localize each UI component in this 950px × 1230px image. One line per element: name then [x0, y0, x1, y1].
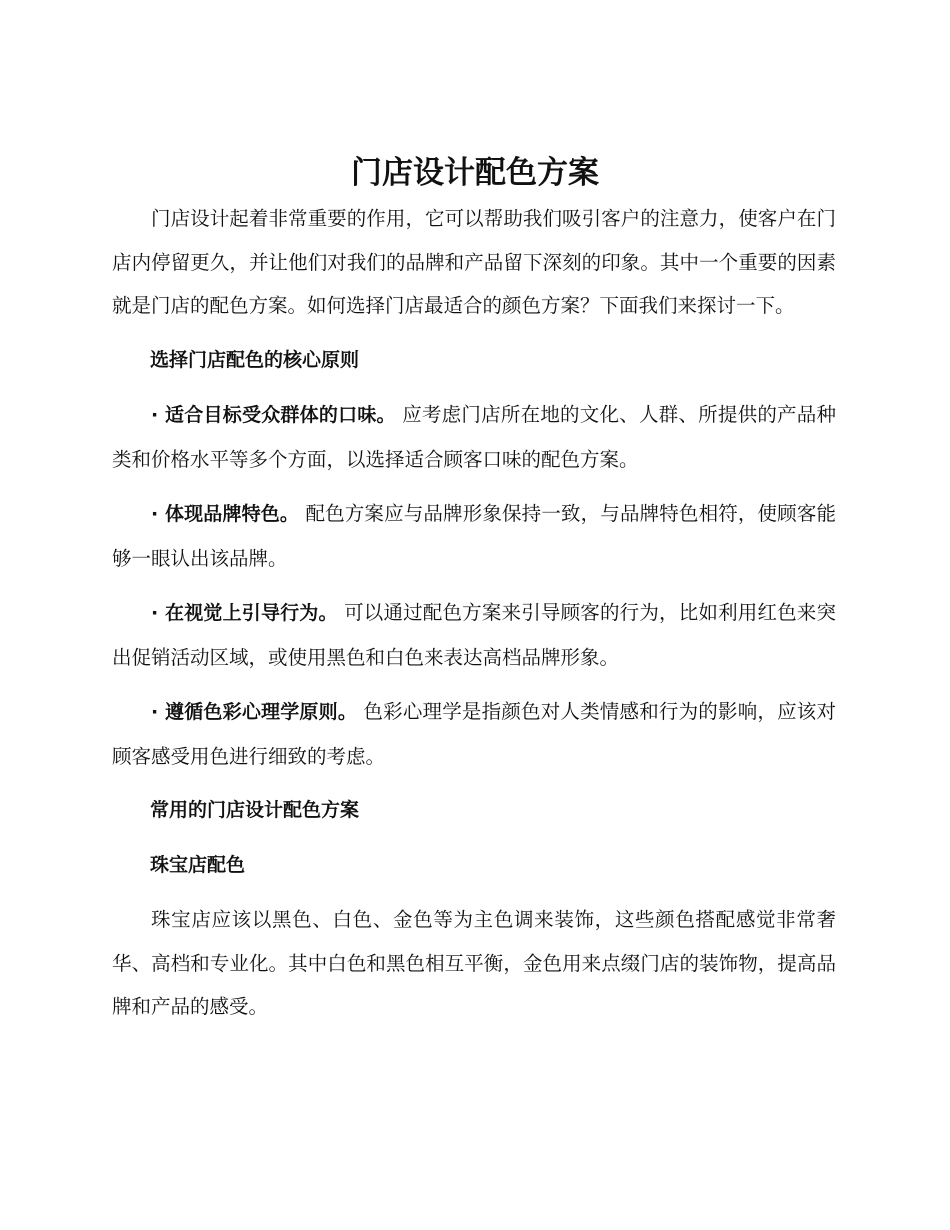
principle-paragraph: [112, 492, 836, 580]
section-heading-schemes: 常用的门店设计配色方案: [150, 799, 360, 821]
principle-lead: · 遵循色彩心理学原则。: [151, 701, 358, 723]
principle-text: 色彩心理学是指颜色对人类情感和行为的影响，应该对顾客感受用色进行细致的考虑。: [112, 700, 836, 768]
principle-text: 可以通过配色方案来引导顾客的行为，比如利用红色来突出促销活动区域，或使用黑色和白色来表达高档品牌形象。: [112, 601, 836, 669]
section-heading-principles: 选择门店配色的核心原则: [150, 348, 360, 371]
jewelry-paragraph: 珠宝店应该以黑色、白色、金色等为主色调来装饰，这些颜色搭配感觉非常奢华、高档和专业化。其中白色和黑色相互平衡，金色用来点缀门店的装饰物，提高品牌和产品的感受。: [112, 908, 836, 1018]
principle-paragraph: [112, 690, 836, 778]
principle-text: 应考虑门店所在地的文化、人群、所提供的产品种类和价格水平等多个方面，以选择适合顾客口味的配色方案。: [112, 403, 836, 471]
document-body: [112, 197, 836, 1040]
principle-paragraph: [112, 591, 836, 679]
principle-lead: · 体现品牌特色。: [151, 503, 300, 525]
principle-lead: · 在视觉上引导行为。: [151, 602, 338, 624]
principle-text: 配色方案应与品牌形象保持一致，与品牌特色相符，使顾客能够一眼认出该品牌。: [112, 502, 836, 570]
principle-paragraph: [112, 393, 836, 481]
subsection-heading-jewelry: 珠宝店配色: [150, 853, 246, 876]
intro-paragraph: 门店设计起着非常重要的作用，它可以帮助我们吸引客户的注意力，使客户在门店内停留更久，并让他们对我们的品牌和产品留下深刻的印象。其中一个重要的因素就是门店的配色方案。如何选择门店最适合的颜色方案？下面我们来探讨一下。: [112, 207, 836, 317]
principle-lead: · 适合目标受众群体的口味。: [151, 404, 396, 426]
document-title: 门店设计配色方案: [351, 155, 599, 191]
